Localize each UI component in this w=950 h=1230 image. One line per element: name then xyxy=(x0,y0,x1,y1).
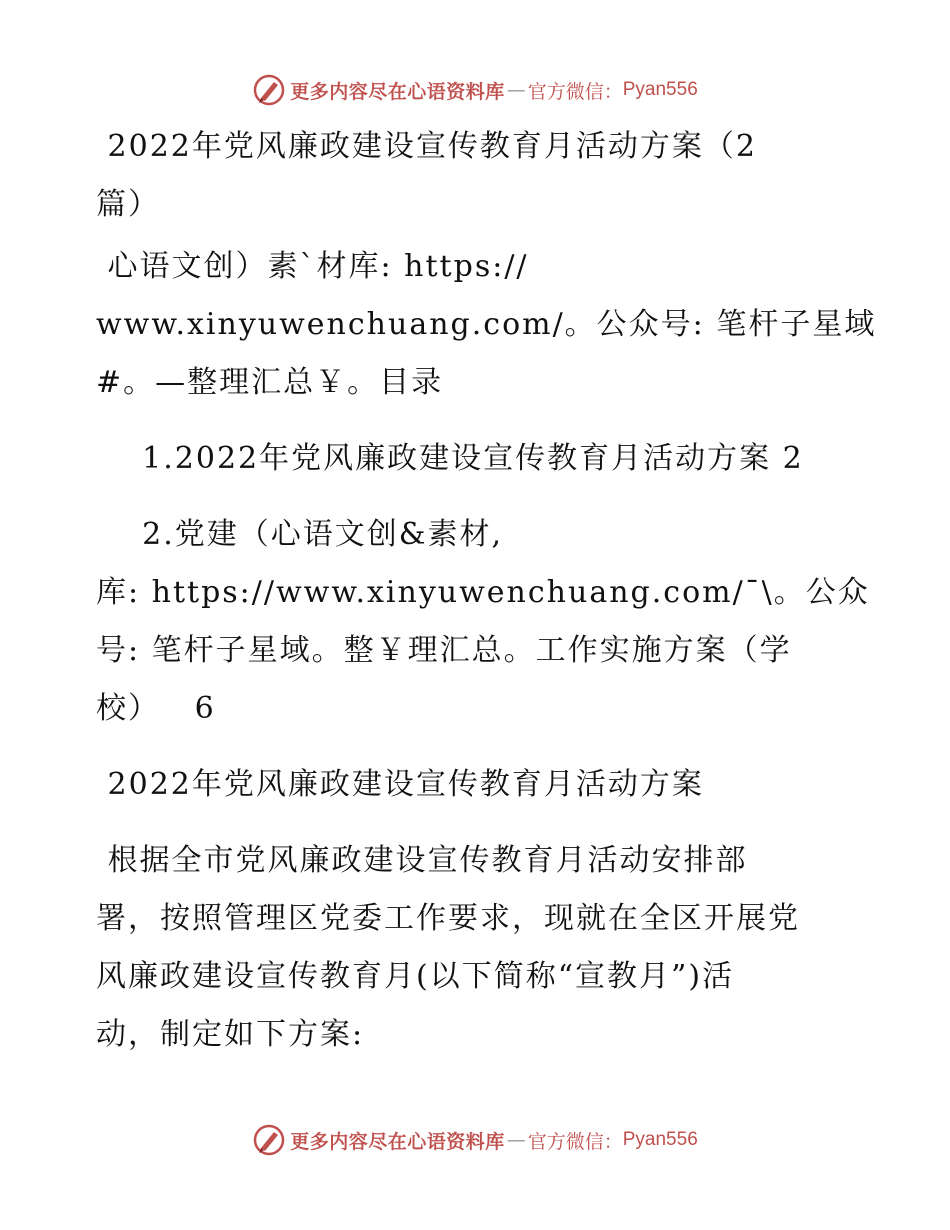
watermark-wechat-id: Pyan556 xyxy=(622,79,698,100)
pen-logo-icon xyxy=(252,73,286,107)
footer-watermark xyxy=(0,1120,950,1160)
watermark-separator: — xyxy=(506,1129,526,1151)
document-body xyxy=(96,118,877,1064)
watermark-wechat-id: Pyan556 xyxy=(622,1129,698,1150)
toc-item-1: 1.2022年党风廉政建设宣传教育月活动方案 2 xyxy=(96,441,804,476)
watermark-wechat-label: 官方微信： xyxy=(527,80,623,103)
watermark-wechat-label: 官方微信： xyxy=(527,1130,623,1153)
toc-item-2-line-1: 2.党建（心语文创&素材, xyxy=(96,517,504,552)
toc-item-2-line-3: 号: 笔杆子星域。整￥理汇总。工作实施方案（学 xyxy=(96,633,792,668)
watermark-text: 更多内容尽在心语资料库 xyxy=(290,1130,505,1153)
toc-item-2-line-2: 库: https://www.xinyuwenchuang.com/¯\。公众 xyxy=(96,575,870,610)
watermark-text: 更多内容尽在心语资料库 xyxy=(290,80,505,103)
doc-title-line-2: 篇） xyxy=(96,187,160,222)
pen-logo-icon xyxy=(252,1123,286,1157)
header-watermark xyxy=(0,70,950,110)
section-heading: 2022年党风廉政建设宣传教育月活动方案 xyxy=(96,767,704,802)
paragraph-line-2: 署，按照管理区党委工作要求，现就在全区开展党 xyxy=(96,901,800,936)
paragraph-line-4: 动，制定如下方案: xyxy=(96,1017,365,1052)
paragraph-line-3: 风廉政建设宣传教育月(以下简称“宣教月”)活 xyxy=(96,959,735,994)
doc-title-line-1: 2022年党风廉政建设宣传教育月活动方案（2 xyxy=(96,129,757,164)
paragraph-line-1: 根据全市党风廉政建设宣传教育月活动安排部 xyxy=(96,843,748,878)
toc-item-2-line-4: 校） 6 xyxy=(96,691,216,726)
watermark-separator: — xyxy=(506,79,526,101)
source-line-3: #。—整理汇总￥。目录 xyxy=(96,365,444,400)
source-line-2: www.xinyuwenchuang.com/。公众号: 笔杆子星域 xyxy=(96,307,877,342)
source-line-1: 心语文创）素`材库: https:// xyxy=(96,249,529,284)
